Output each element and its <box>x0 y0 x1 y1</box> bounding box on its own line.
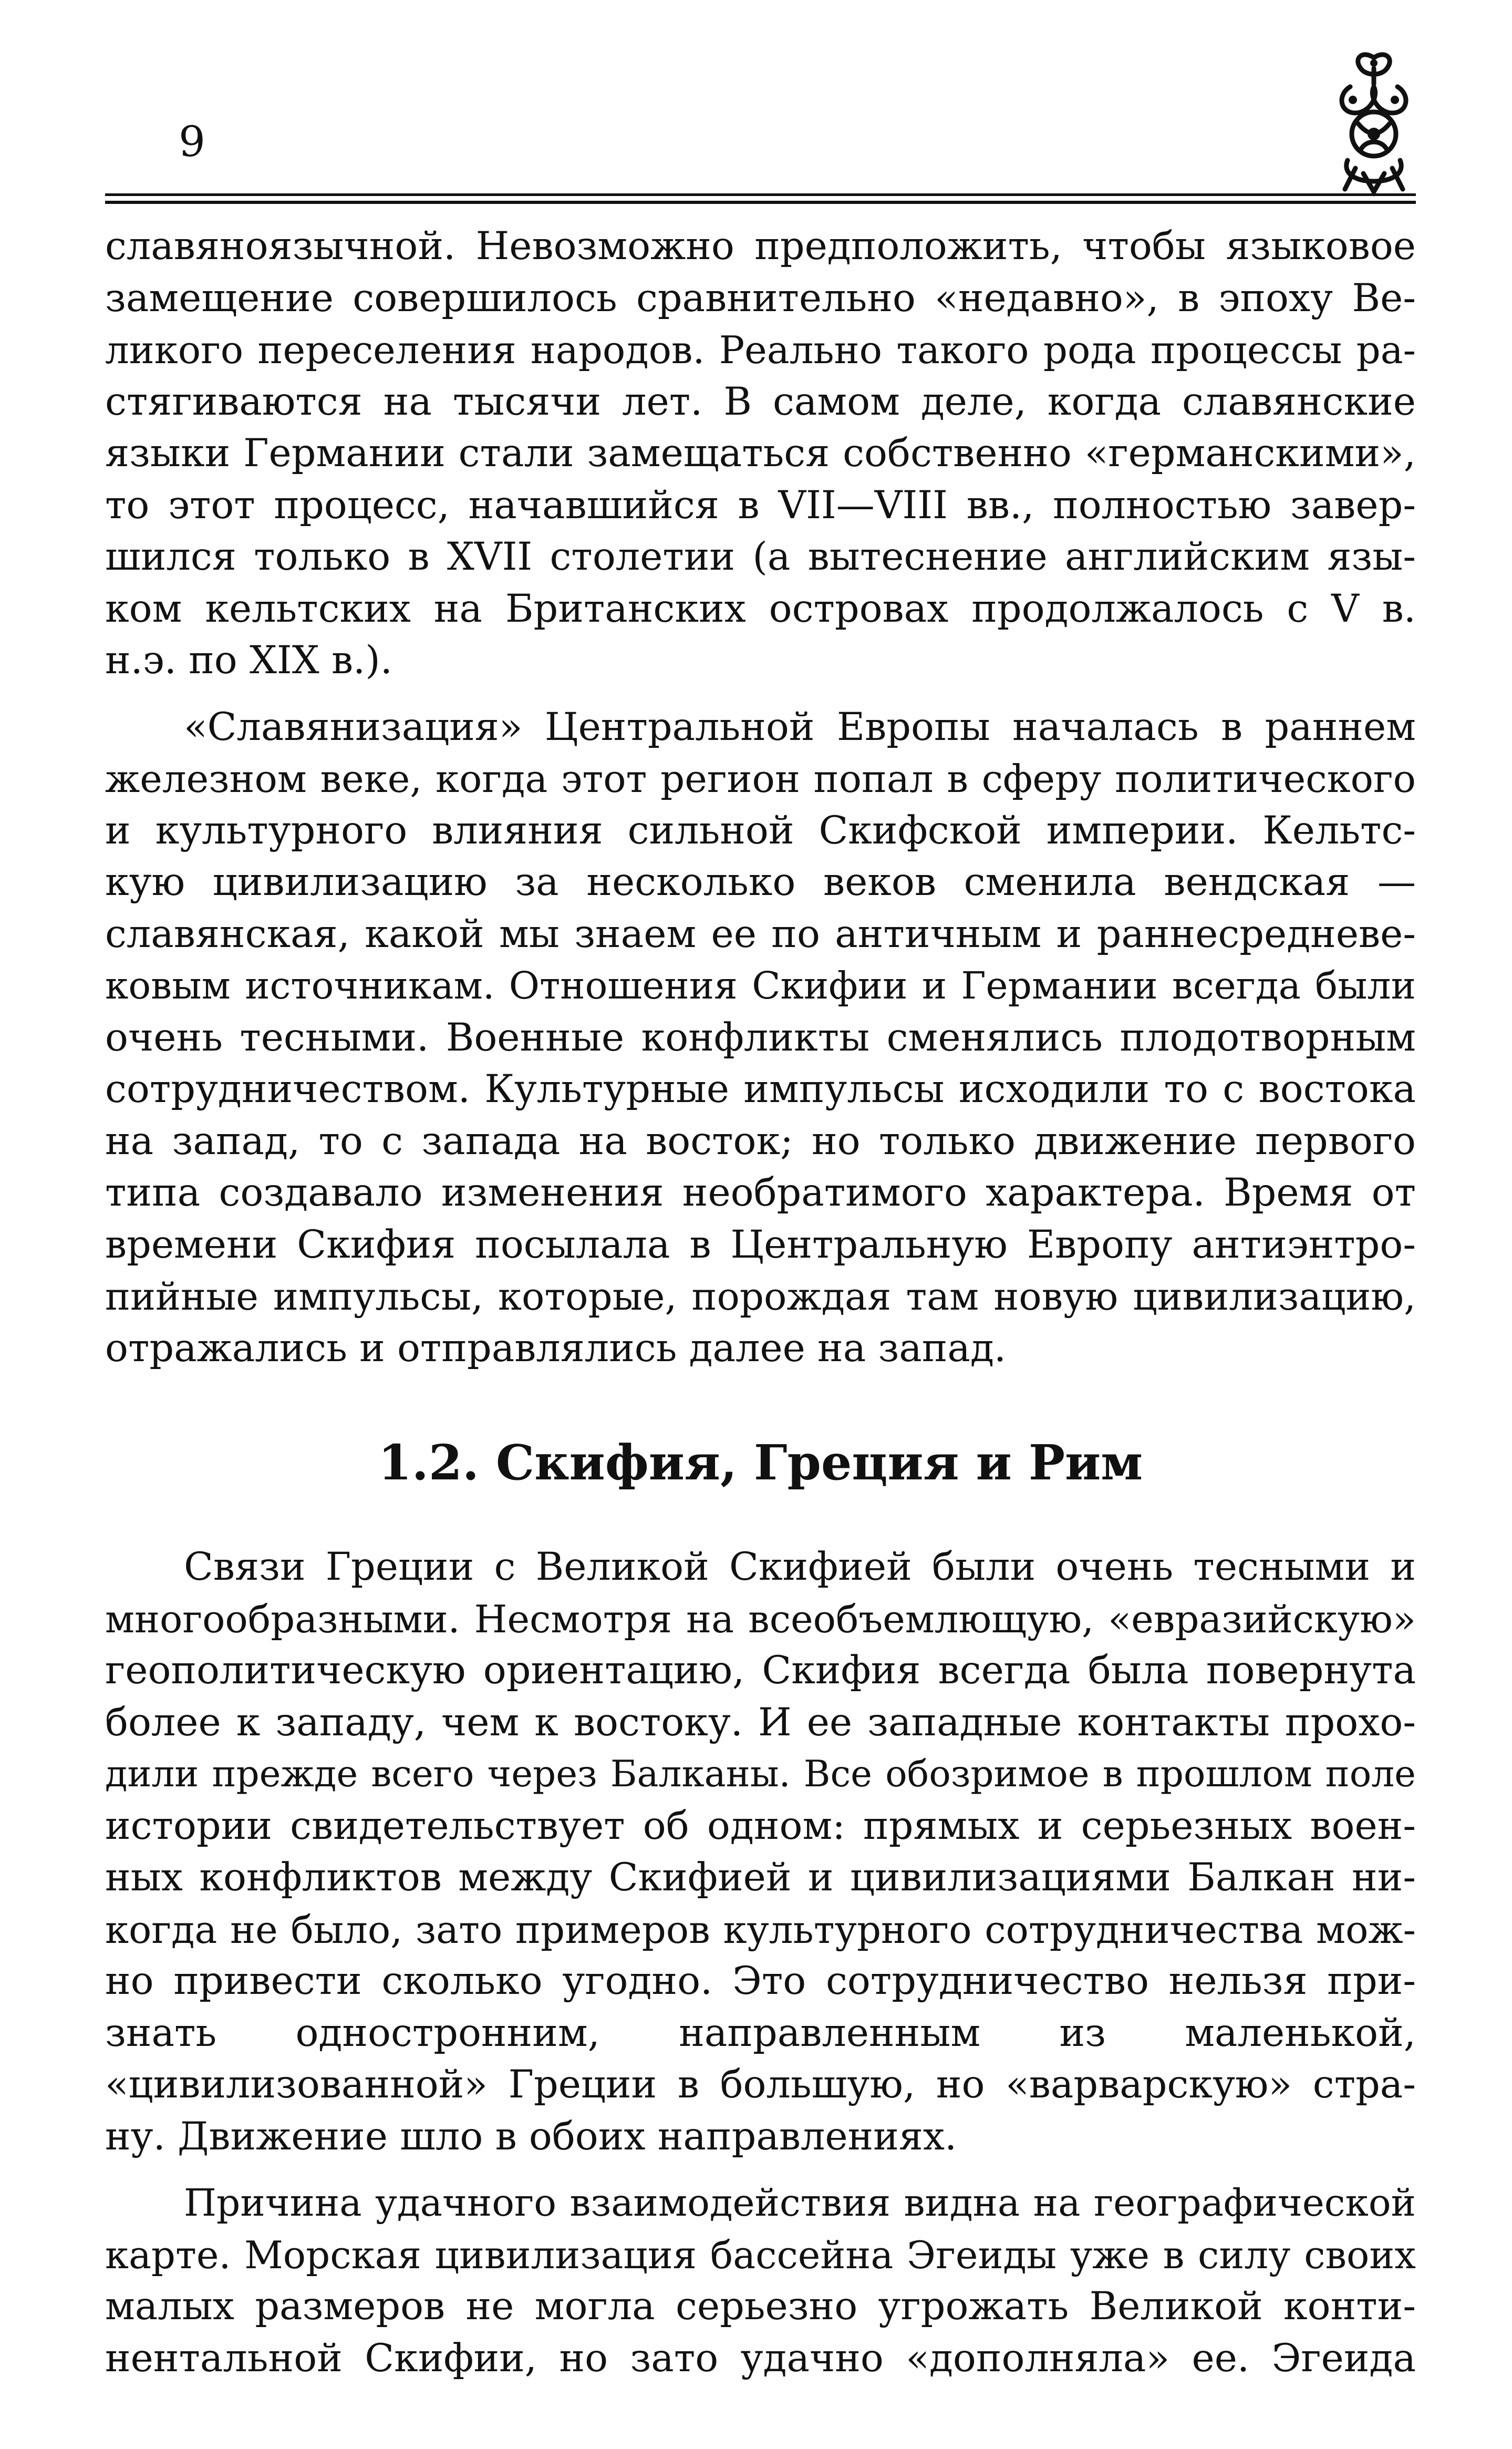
text-line: истории свидетельствует об одном: прямых и серьезных воен- <box>105 1803 1416 1848</box>
section-heading: 1.2. Скифия, Греция и Рим <box>378 1434 1143 1491</box>
text-line: более к западу, чем к востоку. И ее западные контакты прохо- <box>105 1700 1416 1745</box>
text-line: нентальной Скифии, но зато удачно «дополняла» ее. Эгеида <box>105 2335 1416 2381</box>
text-line: то этот процесс, начавшийся в VII—VIII вв., полностью завер- <box>105 482 1416 528</box>
text-line: Причина удачного взаимодействия видна на географической <box>184 2181 1416 2225</box>
text-line: ковым источникам. Отношения Скифии и Германии всегда были <box>105 964 1416 1007</box>
paragraph-1 <box>105 221 1416 687</box>
text-line: многообразными. Несмотря на всеобъемлющую, «евразийскую» <box>105 1597 1416 1641</box>
text-line: пийные импульсы, которые, порождая там новую цивилизацию, <box>105 1274 1416 1319</box>
text-line: Связи Греции с Великой Скифией были очень тесными и <box>184 1545 1416 1589</box>
text-line: но привести сколько угодно. Это сотрудничество нельзя при- <box>105 1959 1416 2003</box>
text-line: и культурного влияния сильной Скифской империи. Кельтс- <box>105 808 1416 853</box>
text-line: сотрудничеством. Культурные импульсы исходили то с востока <box>105 1067 1416 1112</box>
text-line: отражались и отправлялись далее на запад. <box>105 1325 1007 1371</box>
page-header <box>105 110 1416 210</box>
text-line: славянская, какой мы знаем ее по античным и раннесредневе- <box>105 911 1416 956</box>
text-line: кую цивилизацию за несколько веков сменила вендская — <box>105 860 1416 904</box>
text-line: ком кельтских на Британских островах продолжалось с V в. <box>105 586 1416 631</box>
header-rule-thin <box>105 193 1416 196</box>
text-line: ну. Движение шло в обоих направлениях. <box>105 2114 957 2159</box>
text-line: карте. Морская цивилизация бассейна Эгеиды уже в силу своих <box>105 2232 1416 2277</box>
text-line: ликого переселения народов. Реально такого рода процессы ра- <box>105 328 1416 372</box>
text-line: железном веке, когда этот регион попал в сферу политического <box>105 757 1416 801</box>
text-line: знать одностронним, направленным из маленькой, <box>105 2010 1416 2055</box>
text-line: шился только в XVII столетии (а вытеснение английским язы- <box>105 534 1416 579</box>
text-line: типа создавало изменения необратимого характера. Время от <box>105 1170 1416 1215</box>
paragraph-2 <box>105 702 1416 1375</box>
text-line: на запад, то с запада на восток; но только движение первого <box>105 1118 1416 1164</box>
text-line: стягиваются на тысячи лет. В самом деле, когда славянские <box>105 379 1416 424</box>
text-line: когда не было, зато примеров культурного сотрудничества мож- <box>105 1907 1416 1952</box>
text-line: «Славянизация» Центральной Европы началась в раннем <box>184 704 1416 749</box>
page-body <box>105 221 1416 2384</box>
text-line: замещение совершилось сравнительно «недавно», в эпоху Ве- <box>105 275 1416 321</box>
page-number: 9 <box>179 117 205 166</box>
paragraph-4 <box>105 2177 1416 2384</box>
paragraph-3 <box>105 1541 1416 2163</box>
header-rule-thick <box>105 201 1416 204</box>
text-line: очень тесными. Военные конфликты сменялись плодотворным <box>105 1015 1416 1060</box>
text-line: языки Германии стали замещаться собственно «германскими», <box>105 431 1416 476</box>
text-line: времени Скифия посылала в Центральную Европу антиэнтро- <box>105 1222 1416 1267</box>
celtic-knot-ornament-icon <box>1332 47 1416 200</box>
text-line: н.э. по XIX в.). <box>105 638 392 683</box>
text-line: ных конфликтов между Скифией и цивилизациями Балкан ни- <box>105 1855 1416 1900</box>
text-line: геополитическую ориентацию, Скифия всегда была повернута <box>105 1648 1416 1693</box>
text-line: славяноязычной. Невозможно предположить, чтобы языковое <box>105 224 1416 269</box>
text-line: «цивилизованной» Греции в большую, но «варварскую» стра- <box>105 2062 1416 2107</box>
text-line: дили прежде всего через Балканы. Все обозримое в прошлом поле <box>105 1753 1416 1795</box>
text-line: малых размеров не могла серьезно угрожать Великой конти- <box>105 2284 1416 2329</box>
